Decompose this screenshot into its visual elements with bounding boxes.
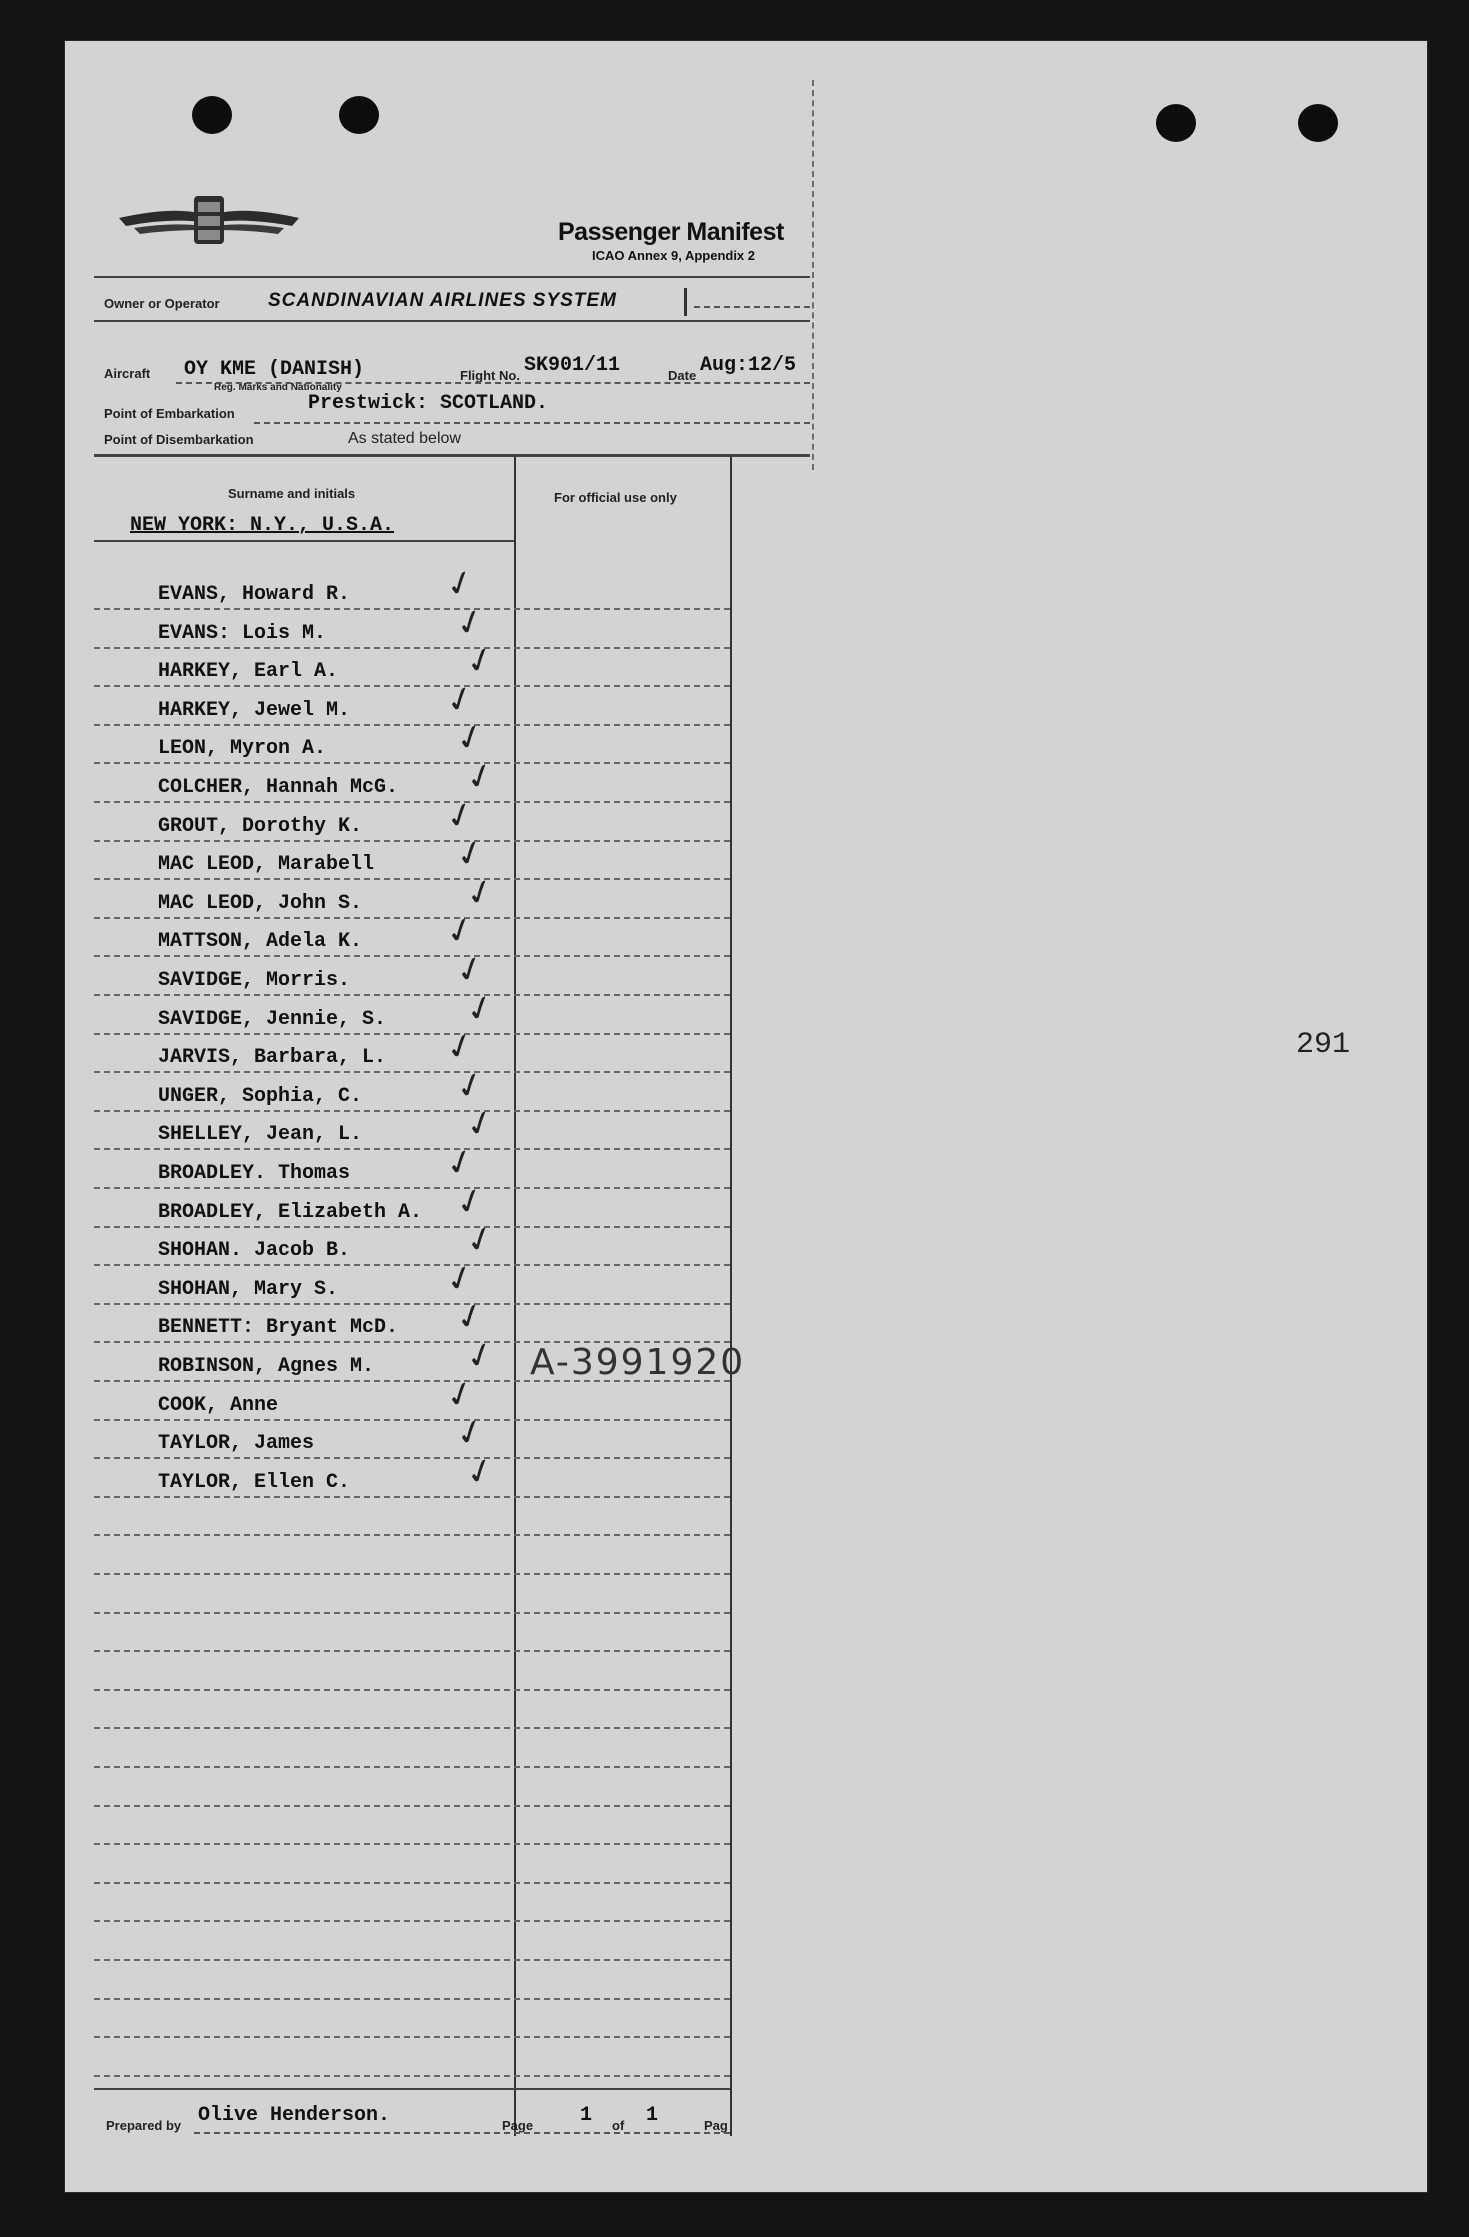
page-value: 1	[580, 2104, 593, 2127]
checkmark-icon: ✓	[440, 1139, 480, 1187]
passenger-row	[94, 1448, 730, 1498]
blank-row	[94, 1962, 730, 2000]
passenger-row	[94, 1062, 730, 1112]
passenger-row	[94, 792, 730, 842]
page-number: 291	[1296, 1028, 1351, 1062]
perforation-line	[812, 80, 814, 470]
prepared-value: Olive Henderson.	[198, 2104, 391, 2127]
checkmark-icon: ✓	[460, 1100, 500, 1148]
date-value: Aug:12/5	[700, 354, 797, 377]
passenger-row	[94, 714, 730, 764]
checkmark-icon: ✓	[450, 1178, 490, 1226]
checkmark-icon: ✓	[440, 792, 480, 840]
official-annotation: A-3991920	[530, 1342, 746, 1383]
passenger-name: SAVIDGE, Morris.	[158, 969, 351, 992]
row-rule	[94, 2075, 730, 2077]
passenger-name: BROADLEY, Elizabeth A.	[158, 1200, 423, 1224]
divider	[94, 276, 810, 278]
passenger-name: COLCHER, Hannah McG.	[158, 776, 399, 799]
passenger-name: JARVIS, Barbara, L.	[158, 1046, 387, 1070]
divider	[94, 320, 810, 322]
blank-row	[94, 1576, 730, 1614]
checkmark-icon: ✓	[440, 1023, 480, 1071]
passenger-name: HARKEY, Earl A.	[158, 660, 339, 684]
checkmark-icon: ✓	[460, 1216, 500, 1264]
passenger-row	[94, 1332, 730, 1382]
checkmark-icon: ✓	[460, 985, 500, 1033]
disembarkation-label: Point of Disembarkation	[104, 432, 254, 447]
punch-hole	[339, 96, 379, 134]
passenger-name: MATTSON, Adela K.	[158, 930, 363, 954]
checkmark-icon: ✓	[450, 599, 490, 647]
disembarkation-value: As stated below	[348, 430, 461, 447]
passenger-name: EVANS: Lois M.	[158, 621, 327, 645]
checkmark-icon: ✓	[440, 560, 480, 608]
aircraft-label: Aircraft	[104, 366, 151, 381]
checkmark-icon: ✓	[450, 1409, 490, 1457]
passenger-name: COOK, Anne	[158, 1393, 279, 1417]
passenger-row	[94, 1293, 730, 1343]
owner-value: SCANDINAVIAN AIRLINES SYSTEM	[268, 290, 617, 311]
passenger-row	[94, 1255, 730, 1305]
passenger-name: BROADLEY. Thomas	[158, 1162, 351, 1185]
aircraft-rule	[176, 382, 810, 384]
page-label: Page	[502, 2118, 534, 2133]
passenger-row	[94, 599, 730, 649]
passenger-name: SHELLEY, Jean, L.	[158, 1123, 363, 1147]
passenger-name: MAC LEOD, John S.	[158, 891, 363, 915]
passenger-name: SAVIDGE, Jennie, S.	[158, 1007, 387, 1031]
destination-rule	[94, 540, 514, 542]
owner-label: Owner or Operator	[104, 296, 220, 311]
passenger-row	[94, 1178, 730, 1228]
passenger-name: UNGER, Sophia, C.	[158, 1084, 363, 1108]
passenger-row	[94, 676, 730, 726]
checkmark-icon: ✓	[440, 676, 480, 724]
embarkation-rule	[254, 422, 810, 424]
blank-row	[94, 1498, 730, 1536]
checkmark-icon: ✓	[450, 830, 490, 878]
owner-mark	[684, 288, 687, 316]
checkmark-icon: ✓	[460, 1448, 500, 1496]
blank-row	[94, 1730, 730, 1768]
passenger-name: SHOHAN. Jacob B.	[158, 1239, 351, 1263]
divider	[94, 2088, 730, 2090]
blank-row	[94, 1537, 730, 1575]
of-label: of	[612, 2118, 625, 2133]
blank-row	[94, 1807, 730, 1845]
passenger-row	[94, 830, 730, 880]
punch-hole	[192, 96, 232, 134]
column-header-official: For official use only	[554, 490, 677, 505]
checkmark-icon: ✓	[450, 1293, 490, 1341]
airline-logo-icon	[114, 188, 304, 258]
passenger-row	[94, 1409, 730, 1459]
passenger-row	[94, 1023, 730, 1073]
passenger-name: MAC LEOD, Marabell	[158, 853, 375, 877]
destination-heading: NEW YORK: N.Y., U.S.A.	[130, 514, 395, 537]
blank-row	[94, 2039, 730, 2077]
passenger-row	[94, 907, 730, 957]
footer-rule	[194, 2132, 730, 2134]
checkmark-icon: ✓	[460, 1332, 500, 1380]
passenger-row	[94, 637, 730, 687]
date-label: Date	[668, 368, 697, 383]
passenger-row	[94, 946, 730, 996]
passenger-name: BENNETT: Bryant McD.	[158, 1316, 399, 1340]
blank-row	[94, 1846, 730, 1884]
checkmark-icon: ✓	[460, 637, 500, 685]
passenger-name: LEON, Myron A.	[158, 737, 327, 761]
embarkation-value: Prestwick: SCOTLAND.	[308, 392, 549, 415]
page-subtitle: ICAO Annex 9, Appendix 2	[592, 248, 756, 263]
prepared-label: Prepared by	[106, 2118, 182, 2133]
divider	[94, 454, 810, 457]
passenger-name: SHOHAN, Mary S.	[158, 1277, 339, 1301]
passenger-name: TAYLOR, Ellen C.	[158, 1470, 351, 1494]
passenger-name: HARKEY, Jewel M.	[158, 698, 351, 722]
manifest-sheet	[64, 40, 1428, 2193]
of-value: 1	[646, 2104, 659, 2127]
pages-label: Pag	[704, 2118, 728, 2133]
passenger-row	[94, 985, 730, 1035]
punch-hole	[1156, 104, 1196, 142]
passenger-name: ROBINSON, Agnes M.	[158, 1355, 375, 1378]
passenger-name: TAYLOR, James	[158, 1432, 315, 1456]
checkmark-icon: ✓	[450, 714, 490, 762]
checkmark-icon: ✓	[450, 1062, 490, 1110]
passenger-row	[94, 560, 730, 610]
flight-label: Flight No.	[460, 368, 520, 383]
passenger-row	[94, 1371, 730, 1421]
passenger-row	[94, 753, 730, 803]
passenger-row	[94, 1216, 730, 1266]
passenger-name: GROUT, Dorothy K.	[158, 814, 363, 838]
passenger-row	[94, 869, 730, 919]
embarkation-label: Point of Embarkation	[104, 406, 235, 421]
blank-row	[94, 1923, 730, 1961]
checkmark-icon: ✓	[450, 946, 490, 994]
flight-value: SK901/11	[524, 354, 621, 377]
blank-row	[94, 1653, 730, 1691]
blank-row	[94, 2000, 730, 2038]
passenger-row	[94, 1139, 730, 1189]
passenger-name: EVANS, Howard R.	[158, 583, 351, 606]
checkmark-icon: ✓	[440, 1371, 480, 1419]
page-title: Passenger Manifest	[558, 218, 784, 246]
punch-hole	[1298, 104, 1338, 142]
checkmark-icon: ✓	[440, 907, 480, 955]
checkmark-icon: ✓	[460, 753, 500, 801]
aircraft-value: OY KME (DANISH)	[184, 358, 365, 381]
column-divider	[730, 456, 732, 2136]
column-header-names: Surname and initials	[228, 486, 356, 501]
checkmark-icon: ✓	[440, 1255, 480, 1303]
passenger-row	[94, 1100, 730, 1150]
owner-rule	[694, 306, 810, 308]
blank-row	[94, 1691, 730, 1729]
aircraft-note: Reg. Marks and Nationality	[214, 382, 342, 393]
blank-row	[94, 1769, 730, 1807]
blank-row	[94, 1884, 730, 1922]
checkmark-icon: ✓	[460, 869, 500, 917]
blank-row	[94, 1614, 730, 1652]
